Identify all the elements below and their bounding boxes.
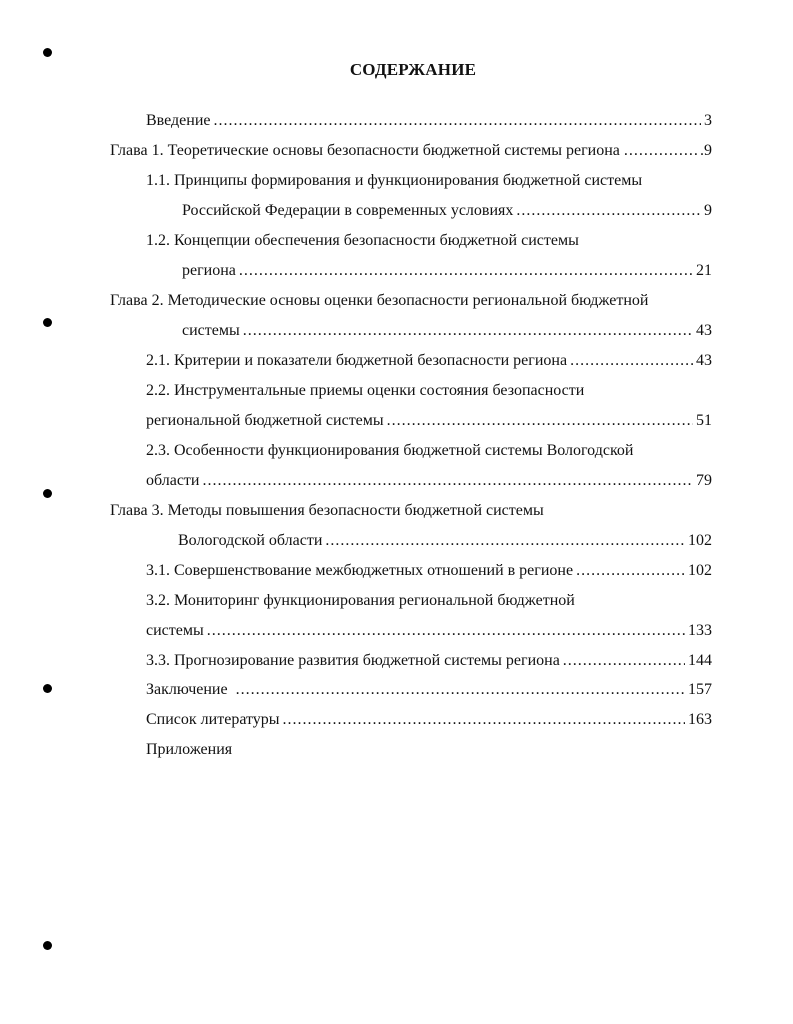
toc-entry-1-1-line1: 1.1. Принципы формирования и функционирования бюджетной системы xyxy=(146,172,643,189)
dot-leader xyxy=(236,680,685,700)
toc-label: 2.1. Критерии и показатели бюджетной безопасности региона xyxy=(146,352,568,369)
toc-entry-1-2-line1: 1.2. Концепции обеспечения безопасности бюджетной системы xyxy=(146,232,579,249)
toc-label: Глава 1. Теоретические основы безопасности бюджетной системы региона xyxy=(110,142,620,159)
toc-label: региональной бюджетной системы xyxy=(146,412,384,429)
toc-label: Российской Федерации в современных условиях xyxy=(182,202,514,219)
toc-page-number: 9 xyxy=(704,202,712,219)
punch-hole-mark xyxy=(43,684,52,693)
toc-page-number: 51 xyxy=(696,412,712,429)
page-title: СОДЕРЖАНИЕ xyxy=(349,60,477,79)
dot-leader xyxy=(243,321,693,341)
toc-entry-2-2 xyxy=(146,411,712,431)
punch-hole-mark xyxy=(43,941,52,950)
punch-hole-mark xyxy=(43,48,52,57)
toc-entry-references xyxy=(146,710,712,730)
dot-leader xyxy=(576,561,685,581)
toc-entry-3-2-line1: 3.2. Мониторинг функционирования региональной бюджетной xyxy=(146,592,575,609)
toc-page-number: 133 xyxy=(688,622,712,639)
toc-label: региона xyxy=(182,262,236,279)
toc-entry-2-3-line1: 2.3. Особенности функционирования бюджетной системы Вологодской xyxy=(146,442,634,459)
toc-entry-chapter-2 xyxy=(182,321,712,341)
toc-entry-1-1 xyxy=(182,201,712,221)
toc-page-number: 43 xyxy=(696,322,712,339)
dot-leader xyxy=(570,351,693,371)
toc-label: 3.1. Совершенствование межбюджетных отношений в регионе xyxy=(146,562,574,579)
dot-leader xyxy=(202,471,693,491)
toc-entry-3-3 xyxy=(146,651,712,671)
toc-page-number: 102 xyxy=(688,562,712,579)
dot-leader xyxy=(516,201,701,221)
toc-page-number: 79 xyxy=(696,472,712,489)
toc-entry-chapter-1 xyxy=(110,141,712,161)
toc-entry-1-2 xyxy=(182,261,712,281)
toc-label: Введение xyxy=(146,112,211,129)
dot-leader xyxy=(387,411,693,431)
toc-page-number: .9 xyxy=(700,142,712,159)
toc-label: области xyxy=(146,472,200,489)
toc-entry-2-2-line1: 2.2. Инструментальные приемы оценки состояния безопасности xyxy=(146,382,585,399)
toc-label: Список литературы xyxy=(146,711,280,728)
toc-entry-chapter-3-line1: Глава 3. Методы повышения безопасности бюджетной системы xyxy=(110,502,544,519)
dot-leader xyxy=(325,531,685,551)
dot-leader xyxy=(624,141,698,161)
dot-leader xyxy=(207,621,685,641)
toc-entry-3-2 xyxy=(146,621,712,641)
toc-entry-intro xyxy=(146,111,712,131)
dot-leader xyxy=(563,651,685,671)
toc-label: 3.3. Прогнозирование развития бюджетной системы региона xyxy=(146,652,560,669)
dot-leader xyxy=(239,261,693,281)
toc-page-number: 144 xyxy=(688,652,712,669)
toc-entry-chapter-3 xyxy=(178,531,712,551)
toc-entry-3-1 xyxy=(146,561,712,581)
toc-page-number: 3 xyxy=(704,112,712,129)
toc-entry-chapter-2-line1: Глава 2. Методические основы оценки безопасности региональной бюджетной xyxy=(110,292,649,309)
toc-entry-2-1 xyxy=(146,351,712,371)
dot-leader xyxy=(283,710,685,730)
toc-page-number: 163 xyxy=(688,711,712,728)
toc-entry-appendices: Приложения xyxy=(146,741,233,758)
toc-label: Заключение xyxy=(146,681,228,698)
toc-page-number: 157 xyxy=(688,681,712,698)
toc-entry-conclusion xyxy=(146,680,712,700)
toc-label: системы xyxy=(182,322,240,339)
toc-label: Вологодской области xyxy=(178,532,323,549)
toc-entry-2-3 xyxy=(146,471,712,491)
punch-hole-mark xyxy=(43,318,52,327)
toc-page-number: 21 xyxy=(696,262,712,279)
toc-label: системы xyxy=(146,622,204,639)
dot-leader xyxy=(214,111,702,131)
toc-page-number: 102 xyxy=(688,532,712,549)
punch-hole-mark xyxy=(43,489,52,498)
toc-page-number: 43 xyxy=(696,352,712,369)
